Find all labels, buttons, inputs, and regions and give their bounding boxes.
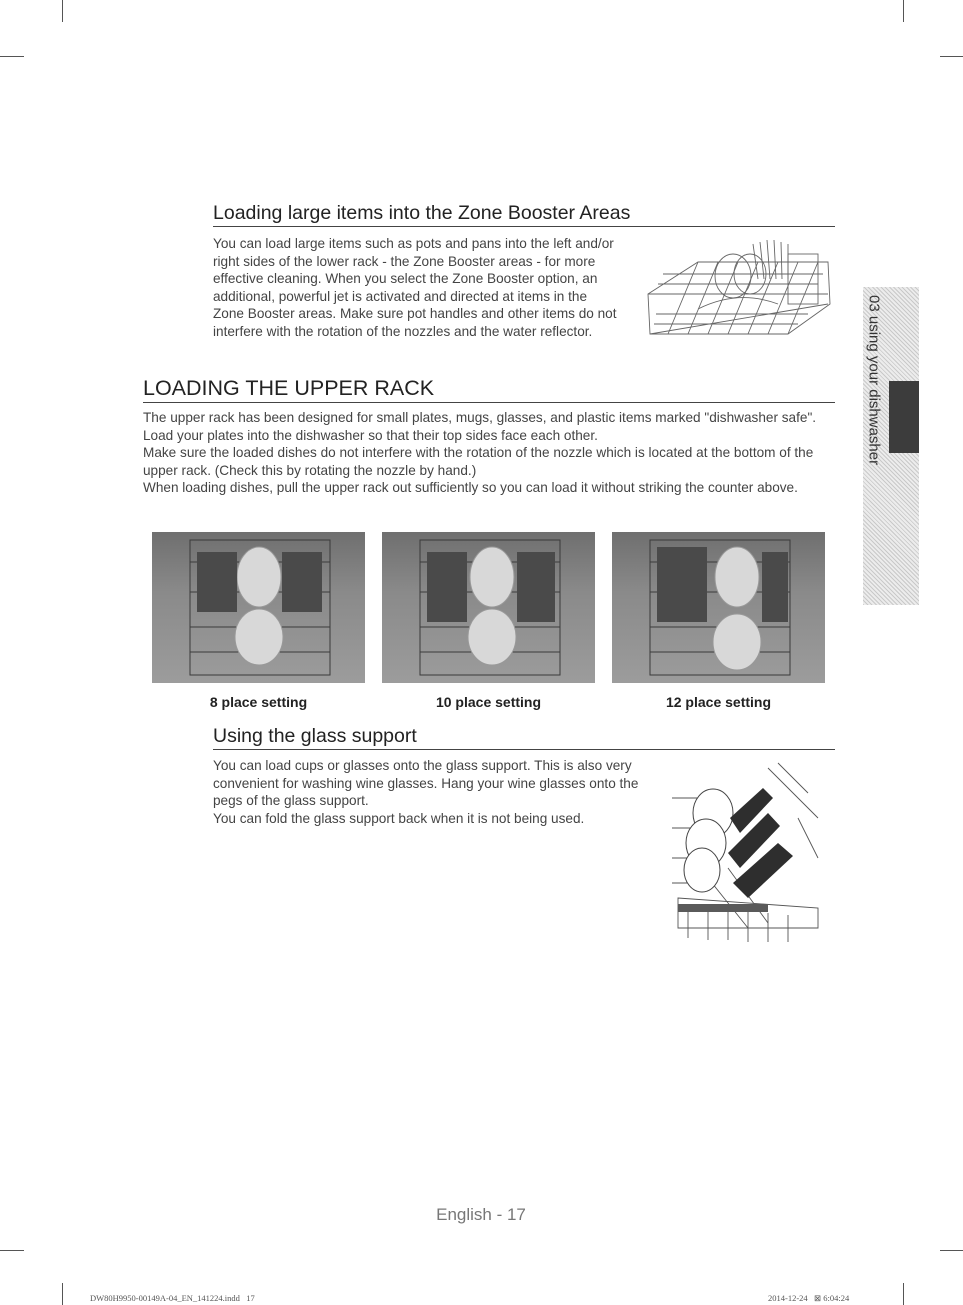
- page-number: English - 17: [436, 1205, 526, 1224]
- upper-rack-heading: LOADING THE UPPER RACK: [143, 376, 835, 403]
- crop-mark: [940, 1250, 963, 1251]
- zone-booster-heading: Loading large items into the Zone Booster Areas: [213, 202, 835, 227]
- zone-booster-paragraph: You can load large items such as pots and pans into the left and/or right sides of the lower rack - the Zone Booster areas - for more effective cleaning. When you select the Zone Booster option, an additional, powerful jet is activated and directed at items in the Zone Booster areas. Make sure pot handles and other items do not interfere with the rotation of the nozzles and the water reflector.: [213, 236, 617, 339]
- crop-mark: [0, 1250, 24, 1251]
- caption-10-place: 10 place setting: [435, 694, 542, 710]
- footer-date: 2014-12-24 ⊠ 6:04:24: [768, 1293, 850, 1303]
- crop-mark: [940, 56, 963, 57]
- crop-mark: [0, 56, 24, 57]
- crop-mark: [62, 0, 63, 22]
- glass-support-text: [213, 757, 645, 827]
- glass-support-paragraph: You can fold the glass support back when it is not being used.: [213, 810, 585, 826]
- crop-mark: [62, 1283, 63, 1305]
- chapter-tab-marker: [889, 381, 919, 453]
- crop-mark: [903, 1283, 904, 1305]
- glass-support-illustration: [668, 758, 826, 944]
- rack-photo-8: [152, 532, 365, 683]
- upper-rack-paragraph: Make sure the loaded dishes do not interfere with the rotation of the nozzle which is located at the bottom of the upper rack. (Check this by rotating the nozzle by hand.): [143, 445, 814, 478]
- glass-support-paragraph: You can load cups or glasses onto the glass support. This is also very convenient for washing wine glasses. Hang your wine glasses onto the pegs of the glass support.: [213, 758, 639, 808]
- lower-rack-illustration: [638, 234, 838, 346]
- chapter-side-tab: [863, 287, 919, 605]
- upper-rack-paragraph: When loading dishes, pull the upper rack out sufficiently so you can load it without striking the counter above.: [143, 480, 798, 495]
- glass-support-heading: Using the glass support: [213, 725, 835, 750]
- crop-mark: [903, 0, 904, 22]
- upper-rack-text: [143, 409, 833, 497]
- rack-photo-10: [382, 532, 595, 683]
- zone-booster-text: [213, 235, 621, 340]
- rack-photo-12: [612, 532, 825, 683]
- footer-file-info: DW80H9950-00149A-04_EN_141224.indd 17: [90, 1293, 255, 1303]
- caption-12-place: 12 place setting: [665, 694, 772, 710]
- upper-rack-paragraph: The upper rack has been designed for small plates, mugs, glasses, and plastic items marked "dishwasher safe". Load your plates into the dishwasher so that their top sides face each other.: [143, 410, 817, 443]
- chapter-tab-label: 03 using your dishwasher: [865, 295, 883, 466]
- caption-8-place: 8 place setting: [209, 694, 308, 710]
